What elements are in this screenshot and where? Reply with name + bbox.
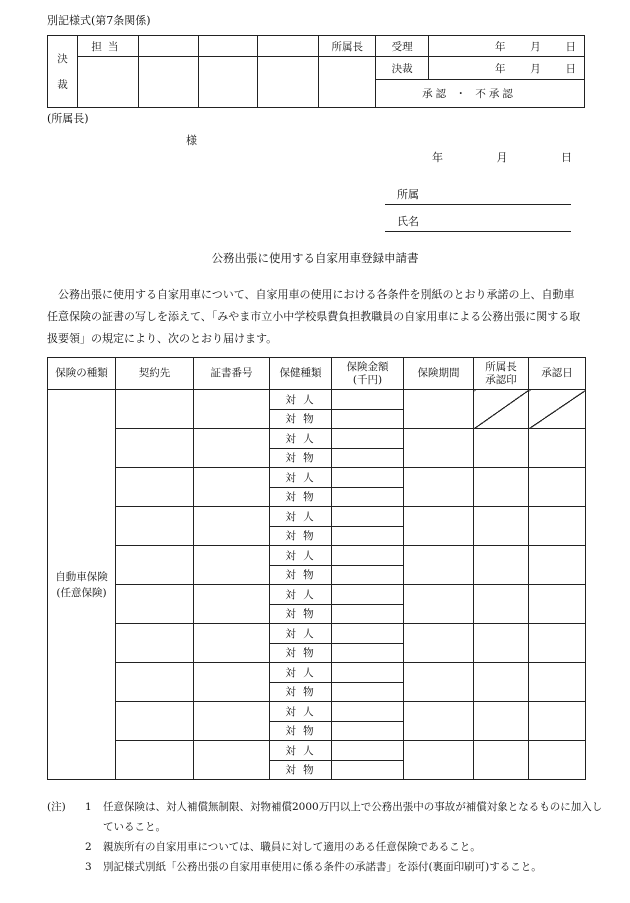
decision-cell[interactable]: 承認 ・ 不承認 (376, 80, 585, 108)
approval-date-cell[interactable] (529, 507, 586, 546)
table-row (48, 429, 586, 449)
stamp-cell[interactable] (77, 57, 138, 108)
insurance-period-cell[interactable] (404, 390, 474, 429)
coverage-kind-cell: 対 人 (270, 585, 332, 605)
name-label: 氏名 (397, 215, 419, 228)
body-text: 公務出張に使用する自家用車について、自家用車の使用における各条件を別紙のとおり承諾の上、自動車任意保険の証書の写しを添えて、「みやま市立小中学校県費負担教職員の自家用車による公務出張に関する取扱要領」の規定により、次のとおり届けます。 (47, 288, 581, 345)
approval-stamp-cell[interactable] (474, 741, 529, 780)
certificate-number-cell[interactable] (194, 390, 270, 429)
coverage-amount-cell[interactable] (332, 546, 404, 566)
form-label: 別記様式(第7条関係) (47, 14, 151, 27)
column-header: 保険の種類 (48, 358, 116, 390)
stamp-cell[interactable] (258, 36, 319, 57)
table-row (48, 585, 586, 605)
juri-date[interactable]: 年 月 日 (429, 36, 585, 57)
insurance-period-cell[interactable] (404, 507, 474, 546)
coverage-amount-cell[interactable] (332, 702, 404, 722)
insurance-period-cell[interactable] (404, 468, 474, 507)
sama-label: 様 (186, 134, 197, 147)
insurance-period-cell[interactable] (404, 546, 474, 585)
coverage-kind-cell: 対 人 (270, 468, 332, 488)
date-year: 年 (432, 151, 443, 164)
stamp-cell[interactable] (258, 57, 319, 108)
coverage-amount-cell[interactable] (332, 507, 404, 527)
date-day: 日 (561, 151, 572, 164)
table-row (48, 702, 586, 722)
coverage-kind-cell: 対 物 (270, 526, 332, 546)
approval-box (47, 35, 585, 108)
department-label: 所属 (397, 188, 419, 201)
certificate-number-cell[interactable] (194, 741, 270, 780)
certificate-number-cell[interactable] (194, 585, 270, 624)
coverage-amount-cell[interactable] (332, 409, 404, 429)
coverage-amount-cell[interactable] (332, 682, 404, 702)
coverage-amount-cell[interactable] (332, 643, 404, 663)
coverage-kind-cell: 対 人 (270, 624, 332, 644)
coverage-amount-cell[interactable] (332, 429, 404, 449)
stamp-cell[interactable] (198, 36, 258, 57)
approval-date-cell[interactable] (529, 546, 586, 585)
approval-date-cell[interactable] (529, 585, 586, 624)
stamp-cell[interactable] (138, 57, 198, 108)
approval-date-cell[interactable] (529, 624, 586, 663)
coverage-kind-cell: 対 人 (270, 390, 332, 410)
coverage-kind-cell: 対 物 (270, 721, 332, 741)
note-head: (注) (47, 801, 66, 813)
coverage-kind-cell: 対 人 (270, 507, 332, 527)
coverage-kind-cell: 対 物 (270, 760, 332, 780)
insurance-period-cell[interactable] (404, 429, 474, 468)
department-field[interactable] (385, 186, 571, 205)
approval-date-cell[interactable] (529, 741, 586, 780)
column-header: 保険金額 (千円) (332, 358, 404, 390)
insurance-period-cell[interactable] (404, 663, 474, 702)
table-row (48, 624, 586, 644)
date-month: 月 (496, 151, 508, 164)
approval-date-cell[interactable] (529, 702, 586, 741)
contract-cell[interactable] (116, 702, 194, 741)
stamp-cell[interactable] (138, 36, 198, 57)
coverage-amount-cell[interactable] (332, 585, 404, 605)
insurance-table (47, 357, 586, 780)
table-header-row (48, 358, 586, 390)
coverage-amount-cell[interactable] (332, 565, 404, 585)
coverage-amount-cell[interactable] (332, 487, 404, 507)
notes-section (47, 797, 607, 877)
table-row (48, 390, 586, 410)
coverage-kind-cell: 対 人 (270, 702, 332, 722)
table-row (48, 663, 586, 683)
approval-stamp-cell[interactable] (474, 507, 529, 546)
coverage-kind-cell: 対 物 (270, 487, 332, 507)
insurance-period-cell[interactable] (404, 741, 474, 780)
shozokucho-stamp[interactable] (319, 57, 376, 108)
contract-cell[interactable] (116, 585, 194, 624)
coverage-kind-cell: 対 物 (270, 643, 332, 663)
coverage-amount-cell[interactable] (332, 624, 404, 644)
contract-cell[interactable] (116, 507, 194, 546)
note-text: 別記様式別紙「公務出張の自家用車使用に係る条件の承諾書」を添付(裏面印刷可)すること。 (103, 861, 542, 873)
column-header: 契約先 (116, 358, 194, 390)
coverage-kind-cell: 対 物 (270, 682, 332, 702)
approval-stamp-cell[interactable] (474, 624, 529, 663)
coverage-amount-cell[interactable] (332, 468, 404, 488)
insurance-period-cell[interactable] (404, 702, 474, 741)
coverage-kind-cell: 対 物 (270, 409, 332, 429)
note-number: 1 (85, 801, 92, 813)
approval-date-cell[interactable] (529, 663, 586, 702)
coverage-kind-cell: 対 物 (270, 448, 332, 468)
approval-date-cell[interactable] (529, 390, 586, 429)
note-head (47, 857, 85, 877)
note-item (47, 837, 607, 857)
approval-date-cell[interactable] (529, 429, 586, 468)
coverage-kind-cell: 対 人 (270, 741, 332, 761)
certificate-number-cell[interactable] (194, 468, 270, 507)
approval-stamp-cell[interactable] (474, 468, 529, 507)
certificate-number-cell[interactable] (194, 663, 270, 702)
approval-stamp-cell[interactable] (474, 585, 529, 624)
approval-stamp-cell[interactable] (474, 663, 529, 702)
note-number: 2 (85, 841, 92, 853)
approval-stamp-cell[interactable] (474, 702, 529, 741)
table-row (48, 468, 586, 488)
contract-cell[interactable] (116, 741, 194, 780)
note-head (47, 837, 85, 857)
contract-cell[interactable] (116, 390, 194, 429)
kessai-row-label: 決裁 (376, 57, 429, 80)
approval-date-cell[interactable] (529, 468, 586, 507)
coverage-kind-cell: 対 人 (270, 663, 332, 683)
approval-stamp-cell[interactable] (474, 390, 529, 429)
note-text: 親族所有の自家用車については、職員に対して適用のある任意保険であること。 (103, 841, 481, 853)
note-item (47, 857, 607, 877)
certificate-number-cell[interactable] (194, 546, 270, 585)
kessai-date[interactable]: 年 月 日 (429, 57, 585, 80)
stamp-cell[interactable] (198, 57, 258, 108)
contract-cell[interactable] (116, 468, 194, 507)
contract-cell[interactable] (116, 663, 194, 702)
note-text: 任意保険は、対人補償無制限、対物補償2000万円以上で公務出張中の事故が補償対象となるものに加入していること。 (103, 801, 603, 833)
column-header: 所属長 承認印 (474, 358, 529, 390)
name-field[interactable] (385, 213, 571, 232)
coverage-kind-cell: 対 物 (270, 604, 332, 624)
coverage-amount-cell[interactable] (332, 663, 404, 683)
coverage-amount-cell[interactable] (332, 604, 404, 624)
coverage-amount-cell[interactable] (332, 526, 404, 546)
coverage-amount-cell[interactable] (332, 721, 404, 741)
column-header: 保険期間 (404, 358, 474, 390)
application-date[interactable] (432, 149, 572, 165)
table-row (48, 507, 586, 527)
certificate-number-cell[interactable] (194, 624, 270, 663)
coverage-amount-cell[interactable] (332, 741, 404, 761)
insurance-period-cell[interactable] (404, 585, 474, 624)
certificate-number-cell[interactable] (194, 429, 270, 468)
contract-cell[interactable] (116, 546, 194, 585)
coverage-kind-cell: 対 人 (270, 429, 332, 449)
column-header: 承認日 (529, 358, 586, 390)
note-item (47, 797, 607, 837)
contract-cell[interactable] (116, 429, 194, 468)
coverage-kind-cell: 対 物 (270, 565, 332, 585)
note-number: 3 (85, 861, 92, 873)
coverage-amount-cell[interactable] (332, 390, 404, 410)
column-header: 証書番号 (194, 358, 270, 390)
coverage-amount-cell[interactable] (332, 760, 404, 780)
coverage-amount-cell[interactable] (332, 448, 404, 468)
contract-cell[interactable] (116, 624, 194, 663)
juri-label: 受理 (376, 36, 429, 57)
certificate-number-cell[interactable] (194, 702, 270, 741)
column-header: 保健種類 (270, 358, 332, 390)
document-title: 公務出張に使用する自家用車登録申請書 (211, 251, 419, 265)
kessai-label: 決 裁 (48, 36, 78, 108)
shozokucho-label: 所属長 (319, 36, 376, 57)
approval-stamp-cell[interactable] (474, 429, 529, 468)
certificate-number-cell[interactable] (194, 507, 270, 546)
insurance-period-cell[interactable] (404, 624, 474, 663)
approval-stamp-cell[interactable] (474, 546, 529, 585)
table-row (48, 546, 586, 566)
table-row (48, 741, 586, 761)
addressee-label: (所属長) (47, 112, 89, 125)
tanto-label: 担当 (77, 36, 138, 57)
coverage-kind-cell: 対 人 (270, 546, 332, 566)
insurance-type-cell: 自動車保険 (任意保険) (48, 390, 116, 780)
